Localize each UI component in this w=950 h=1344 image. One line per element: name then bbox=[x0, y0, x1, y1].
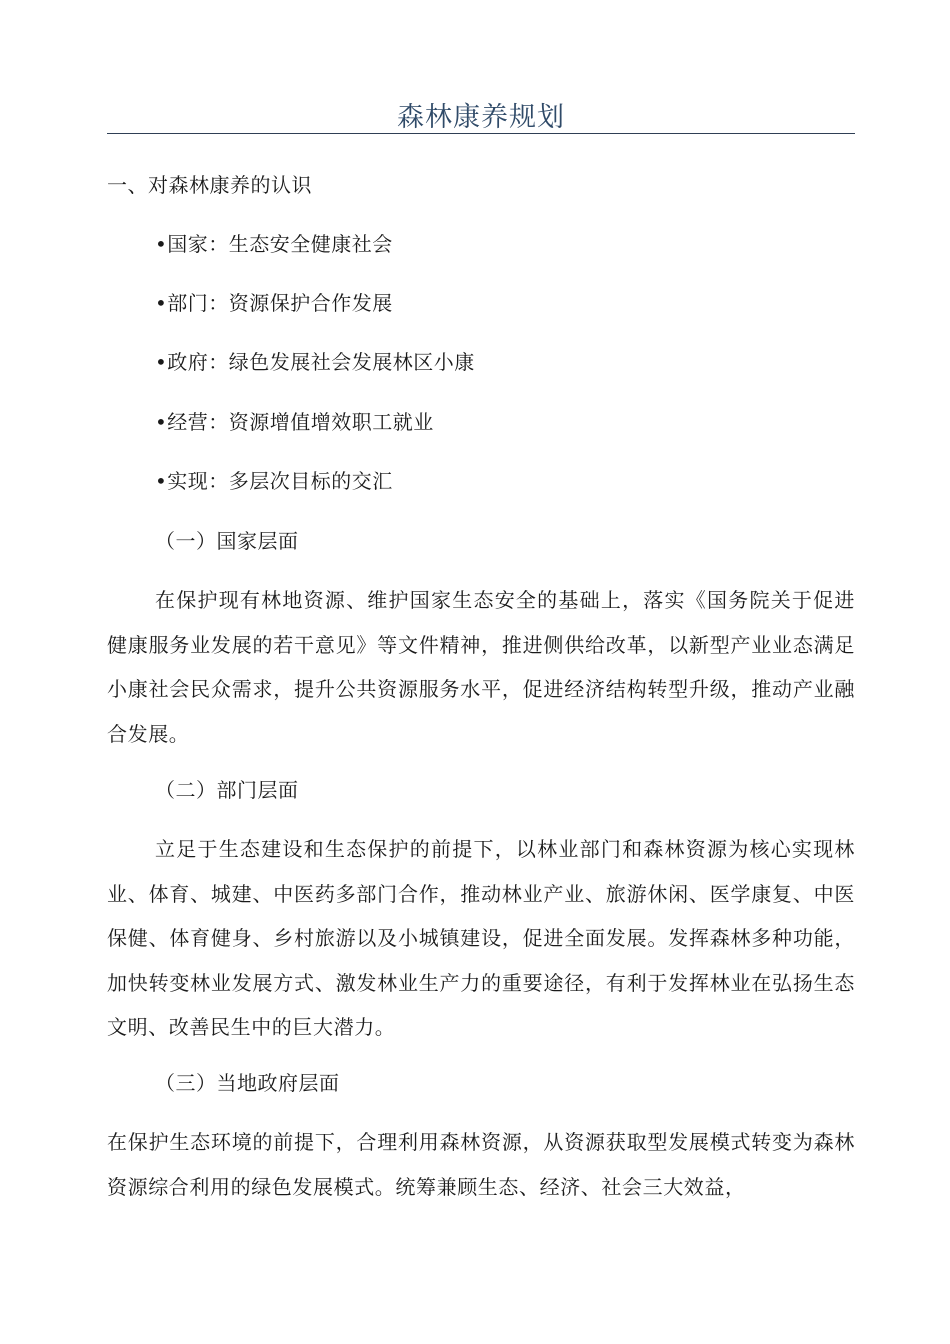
subsection-heading: （二）部门层面 bbox=[155, 778, 299, 802]
title-underline bbox=[107, 133, 855, 134]
body-paragraph: 立足于生态建设和生态保护的前提下，以林业部门和森林资源为核心实现林业、体育、城建、中医药多部门合作，推动林业产业、旅游休闲、医学康复、中医保健、体育健身、乡村旅游以及小城镇建设，促进全面发展。发挥森林多种功能，加快转变林业发展方式、激发林业生产力的重要途径，有利于发挥林业在弘扬生态文明、改善民生中的巨大潜力。 bbox=[107, 837, 855, 1039]
bullet-item: •部门：资源保护合作发展 bbox=[155, 291, 393, 315]
document-title: 森林康养规划 bbox=[397, 102, 565, 133]
body-paragraph: 在保护现有林地资源、维护国家生态安全的基础上，落实《国务院关于促进健康服务业发展的若干意见》等文件精神，推进侧供给改革，以新型产业业态满足小康社会民众需求，提升公共资源服务水平，促进经济结构转型升级，推动产业融合发展。 bbox=[107, 588, 855, 746]
subsection-heading: （三）当地政府层面 bbox=[155, 1071, 340, 1095]
bullet-item: •实现：多层次目标的交汇 bbox=[155, 469, 393, 493]
section-heading: 一、对森林康养的认识 bbox=[107, 173, 312, 197]
bullet-item: •经营：资源增值增效职工就业 bbox=[155, 410, 434, 434]
bullet-item: •政府：绿色发展社会发展林区小康 bbox=[155, 350, 475, 374]
subsection-heading: （一）国家层面 bbox=[155, 529, 299, 553]
body-paragraph: 在保护生态环境的前提下，合理利用森林资源，从资源获取型发展模式转变为森林资源综合利用的绿色发展模式。统筹兼顾生态、经济、社会三大效益， bbox=[107, 1130, 855, 1199]
bullet-item: •国家：生态安全健康社会 bbox=[155, 232, 393, 256]
